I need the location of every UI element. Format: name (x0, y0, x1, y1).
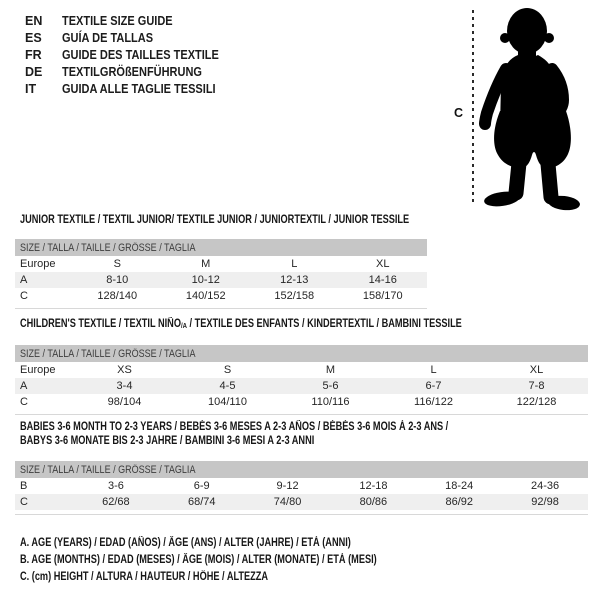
row-label: Europe (20, 364, 56, 376)
size-cell: 122/128 (516, 396, 557, 408)
size-cell: 14-16 (368, 274, 397, 286)
size-cell: 86/92 (445, 496, 473, 508)
size-cell: 3-6 (107, 480, 124, 492)
size-header-label: SIZE / TALLA / TAILLE / GRÖSSE / TAGLIA (20, 463, 196, 476)
language-row (25, 63, 240, 80)
language-title: GUÍA DE TALLAS (62, 30, 154, 45)
size-cell: 7-8 (528, 380, 545, 392)
size-cell: 9-12 (276, 480, 299, 492)
size-cell: 152/158 (274, 290, 315, 302)
language-code: FR (25, 47, 42, 62)
size-cell: 128/140 (97, 290, 138, 302)
size-cell: XL (529, 364, 544, 376)
section-babies-textile (15, 420, 588, 515)
size-cell: S (223, 364, 232, 376)
size-cell: 6-7 (425, 380, 442, 392)
size-cell: 6-9 (193, 480, 210, 492)
size-header-label: SIZE / TALLA / TAILLE / GRÖSSE / TAGLIA (20, 241, 196, 254)
table-bottom-rule (15, 514, 588, 515)
table-title (20, 213, 427, 227)
language-code: DE (25, 64, 43, 79)
language-row (25, 12, 240, 29)
title-text: JUNIOR TEXTILE / TEXTIL JUNIOR/ TEXTILE JUNIOR / JUNIORTEXTIL / JUNIOR TESSILE (20, 214, 410, 226)
table-title-line (20, 317, 474, 333)
size-cell: L (291, 258, 298, 270)
baby-leg-left (516, 163, 519, 193)
size-cell: M (201, 258, 211, 270)
legend-line-b: B. AGE (MONTHS) / EDAD (MESES) / ÂGE (MOIS) / ALTER (MONATE) / ETÀ (MESI) (20, 554, 377, 566)
size-table-children (15, 345, 588, 415)
language-code: ES (25, 30, 42, 45)
size-table (15, 256, 427, 304)
title-text: CHILDREN'S TEXTILE / TEXTIL NIÑO (20, 318, 181, 330)
size-table-row (15, 394, 588, 410)
table-bottom-rule (15, 308, 427, 309)
size-table-row (15, 494, 588, 510)
size-table-row (15, 362, 588, 378)
size-cell: XS (117, 364, 132, 376)
title-text: BABIES 3-6 MONTH TO 2-3 YEARS / BEBÉS 3-6 MESES A 2-3 AÑOS / BÉBÉS 3-6 MOIS À 2-3 ANS / (20, 421, 449, 433)
size-header-bar (15, 239, 427, 256)
row-label: A (20, 274, 28, 286)
language-title: TEXTILGRÖßENFÜHRUNG (62, 64, 202, 79)
language-title: GUIDA ALLE TAGLIE TESSILI (62, 81, 216, 96)
language-row (25, 80, 240, 97)
table-bottom-rule (15, 414, 588, 415)
size-table (15, 478, 588, 510)
row-label: A (20, 380, 28, 392)
size-cell: 68/74 (187, 496, 216, 508)
baby-shorts (494, 111, 571, 168)
language-row (25, 46, 240, 63)
size-cell: 80/86 (359, 496, 388, 508)
table-title-line (20, 434, 474, 448)
size-table-row (15, 478, 588, 494)
size-table (15, 362, 588, 410)
size-cell: 110/116 (311, 396, 350, 408)
section-junior-textile (15, 213, 427, 309)
size-header-bar (15, 345, 588, 362)
size-cell: 12-18 (359, 480, 388, 492)
size-cell: 5-6 (322, 380, 339, 392)
size-cell: 24-36 (531, 480, 560, 492)
size-table-junior (15, 239, 427, 309)
measurement-legend (20, 535, 466, 586)
size-cell: 98/104 (107, 396, 142, 408)
size-cell: 18-24 (445, 480, 474, 492)
size-cell: S (113, 258, 121, 270)
title-text: BABYS 3-6 MONATE BIS 2-3 JAHRE / BAMBINI 3-6 MESI A 2-3 ANNI (20, 435, 315, 447)
title-subscript: /A (180, 321, 187, 330)
table-title-line (20, 213, 410, 227)
size-table-row (15, 256, 427, 272)
row-label: C (20, 290, 28, 302)
size-cell: 140/152 (185, 290, 226, 302)
size-table-row (15, 378, 588, 394)
language-title: TEXTILE SIZE GUIDE (62, 13, 173, 28)
size-cell: 3-4 (116, 380, 133, 392)
row-label: Europe (20, 258, 56, 270)
title-text: / TEXTILE DES ENFANTS / KINDERTEXTIL / BAMBINI TESSILE (186, 318, 462, 330)
row-label: C (20, 396, 28, 408)
size-cell: 116/122 (414, 396, 453, 408)
size-cell: 4-5 (219, 380, 236, 392)
size-table-babies (15, 461, 588, 515)
size-cell: 158/170 (362, 290, 403, 302)
size-header-label: SIZE / TALLA / TAILLE / GRÖSSE / TAGLIA (20, 347, 196, 360)
size-cell: M (325, 364, 336, 376)
height-measure-dotted-line (472, 10, 474, 206)
baby-silhouette-image (476, 3, 596, 213)
row-label: B (20, 480, 28, 492)
size-cell: 8-10 (106, 274, 129, 286)
language-row (25, 29, 240, 46)
baby-leg-right (548, 164, 551, 197)
size-cell: XL (376, 258, 390, 270)
size-cell: 74/80 (273, 496, 302, 508)
legend-line-a: A. AGE (YEARS) / EDAD (AÑOS) / ÂGE (ANS) / ALTER (JAHRE) / ETÀ (ANNI) (20, 537, 351, 549)
language-code: IT (25, 81, 37, 96)
language-title-list (25, 12, 240, 97)
size-cell: 104/110 (208, 396, 247, 408)
size-header-bar (15, 461, 588, 478)
language-title: GUIDE DES TAILLES TEXTILE (62, 47, 219, 62)
size-cell: 62/68 (102, 496, 130, 508)
table-title (20, 420, 588, 448)
table-title (20, 317, 588, 333)
row-label: C (20, 496, 28, 508)
size-cell: 92/98 (531, 496, 559, 508)
size-table-row (15, 272, 427, 288)
size-cell: 12-13 (280, 274, 309, 286)
table-title-line (20, 420, 474, 434)
section-children-textile (15, 317, 588, 415)
legend-line-c: C. (cm) HEIGHT / ALTURA / HAUTEUR / HÖHE / ALTEZZA (20, 571, 269, 583)
size-cell: 10-12 (191, 274, 220, 286)
height-marker-label: C (454, 106, 464, 120)
language-code: EN (25, 13, 43, 28)
size-cell: L (430, 364, 437, 376)
size-table-row (15, 288, 427, 304)
